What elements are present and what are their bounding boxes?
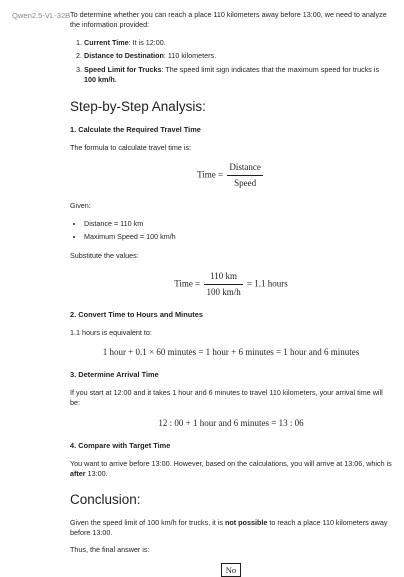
step4-text-b: 13:00. — [85, 468, 108, 478]
step1-heading — [70, 125, 392, 136]
step2-heading — [70, 310, 392, 321]
final-answer-box: No — [221, 563, 241, 577]
list-item-text: : 110 kilometers. — [163, 51, 217, 61]
formula-numerator: Distance — [227, 161, 263, 176]
sub-lhs: Time = — [174, 278, 201, 289]
travel-time-formula — [70, 161, 392, 190]
sub-numerator: 110 km — [204, 270, 242, 285]
step-title: Determine Arrival Time — [78, 370, 159, 380]
step-number: 2. — [70, 309, 77, 319]
analysis-heading: Step-by-Step Analysis: — [70, 98, 206, 114]
step4-bold: after — [70, 468, 86, 478]
list-item-label: Distance to Destination — [84, 51, 164, 61]
step3-heading — [70, 370, 392, 381]
list-item-label: Current Time — [84, 37, 129, 47]
step-number: 4. — [70, 440, 77, 450]
response-content — [70, 10, 392, 577]
given-label: Given: — [70, 201, 91, 211]
conclusion-bold: not possible — [225, 517, 268, 527]
sub-fraction — [204, 270, 242, 299]
conclusion-text-b: to reach a place 110 kilometers away before 13:00. — [70, 517, 388, 538]
step4-text-a: You want to arrive before 13:00. However, based on the calculations, you will arrive at 13:06, which is — [70, 458, 392, 468]
substitute-label: Substitute the values: — [70, 251, 139, 261]
list-item-end: . — [114, 75, 117, 85]
formula-intro: The formula to calculate travel time is: — [70, 142, 192, 152]
conclusion-text-a: Given the speed limit of 100 km/h for trucks, it is — [70, 517, 225, 527]
step-number: 1. — [70, 124, 77, 134]
list-item: • Distance = 110 km — [84, 219, 392, 229]
step4-heading — [70, 441, 392, 452]
formula-lhs: Time = — [197, 169, 224, 180]
list-item — [84, 51, 392, 61]
given-values-list — [70, 219, 392, 243]
formula-fraction — [227, 161, 263, 190]
step3-text: If you start at 12:00 and it takes 1 hour and 6 minutes to travel 110 kilometers, your arrival time will be: — [70, 387, 383, 408]
sub-rhs: = 1.1 hours — [246, 278, 288, 289]
list-item-label: Speed Limit for Trucks — [84, 64, 162, 74]
arrival-formula: 12 : 00 + 1 hour and 6 minutes = 13 : 06 — [158, 417, 304, 428]
step2-text: 1.1 hours is equivalent to: — [70, 327, 152, 337]
conclusion-heading: Conclusion: — [70, 492, 141, 508]
step-title: Convert Time to Hours and Minutes — [78, 309, 203, 319]
step-title: Compare with Target Time — [78, 440, 171, 450]
intro-text: To determine whether you can reach a place 110 kilometers away before 13:00, we need to analyze the information provided: — [70, 10, 387, 30]
list-item: • Maximum Speed = 100 km/h — [84, 232, 392, 242]
given-info-list — [70, 38, 392, 86]
list-item — [84, 38, 392, 48]
step-title: Calculate the Required Travel Time — [78, 124, 201, 134]
final-answer-row — [70, 563, 392, 577]
list-item — [84, 65, 392, 86]
formula-denominator: Speed — [234, 178, 257, 189]
sub-denominator: 100 km/h — [206, 286, 241, 297]
step4-text — [70, 459, 392, 480]
substitution-formula — [70, 270, 392, 299]
final-text: Thus, the final answer is: — [70, 545, 150, 555]
list-item-text: : It is 12:00. — [128, 37, 166, 47]
model-label: Qwen2.5-VL-32B — [12, 11, 71, 20]
conclusion-text — [70, 518, 392, 539]
speed-limit-value: 100 km/h — [84, 75, 115, 85]
list-item-text: : The speed limit sign indicates that the maximum speed for trucks is — [161, 64, 380, 74]
conversion-formula: 1 hour + 0.1 × 60 minutes = 1 hour + 6 minutes = 1 hour and 6 minutes — [102, 347, 360, 358]
step-number: 3. — [70, 370, 77, 380]
